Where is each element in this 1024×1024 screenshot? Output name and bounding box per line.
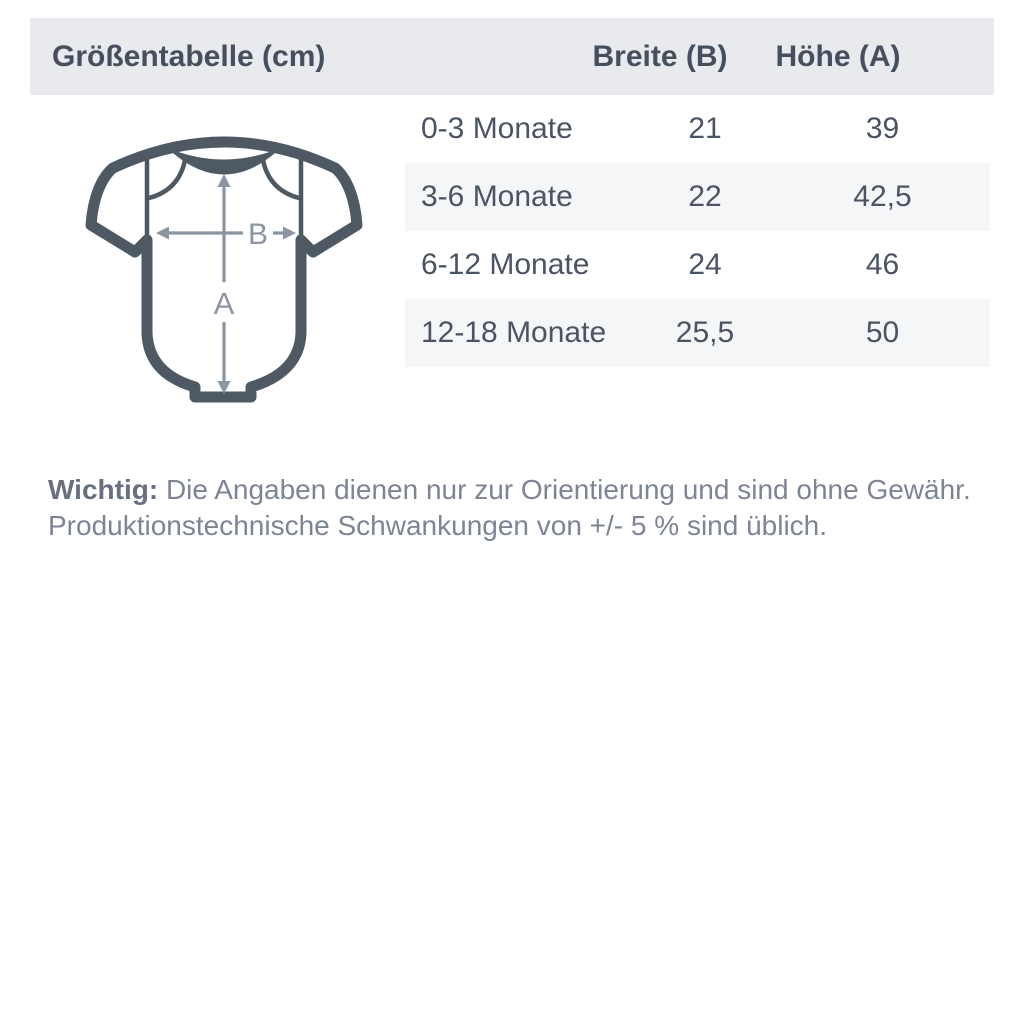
- size-label: 6-12 Monate: [421, 248, 590, 281]
- disclaimer-prefix: Wichtig:: [48, 474, 159, 505]
- size-label: 3-6 Monate: [421, 180, 573, 213]
- hoehe-value: 50: [865, 316, 900, 349]
- table-row: [405, 95, 990, 163]
- breite-value: 21: [688, 112, 722, 145]
- baby-bodysuit-diagram: [85, 120, 375, 410]
- breite-value: 25,5: [675, 316, 735, 349]
- hoehe-value: 46: [865, 248, 900, 281]
- height-label-a: A: [213, 286, 235, 321]
- table-row: [405, 163, 990, 231]
- disclaimer-note: [48, 472, 988, 544]
- breite-value: 22: [688, 180, 722, 213]
- size-chart-title: Größentabelle (cm): [52, 40, 326, 73]
- disclaimer-line2: Produktionstechnische Schwankungen von +/- 5 % sind üblich.: [48, 510, 828, 541]
- size-chart-header-bar: [30, 18, 994, 95]
- size-label: 0-3 Monate: [421, 112, 573, 145]
- width-label-b: B: [247, 218, 269, 251]
- size-label: 12-18 Monate: [421, 316, 607, 349]
- column-header-hoehe: Höhe (A): [775, 40, 901, 73]
- table-row: [405, 231, 990, 299]
- disclaimer-line1: Die Angaben dienen nur zur Orientierung und sind ohne Gewähr.: [165, 474, 971, 505]
- hoehe-value: 39: [865, 112, 900, 145]
- hoehe-value: 42,5: [853, 180, 912, 213]
- column-header-breite: Breite (B): [592, 40, 728, 73]
- table-row: [405, 299, 990, 367]
- size-table: [405, 95, 990, 367]
- breite-value: 24: [688, 248, 722, 281]
